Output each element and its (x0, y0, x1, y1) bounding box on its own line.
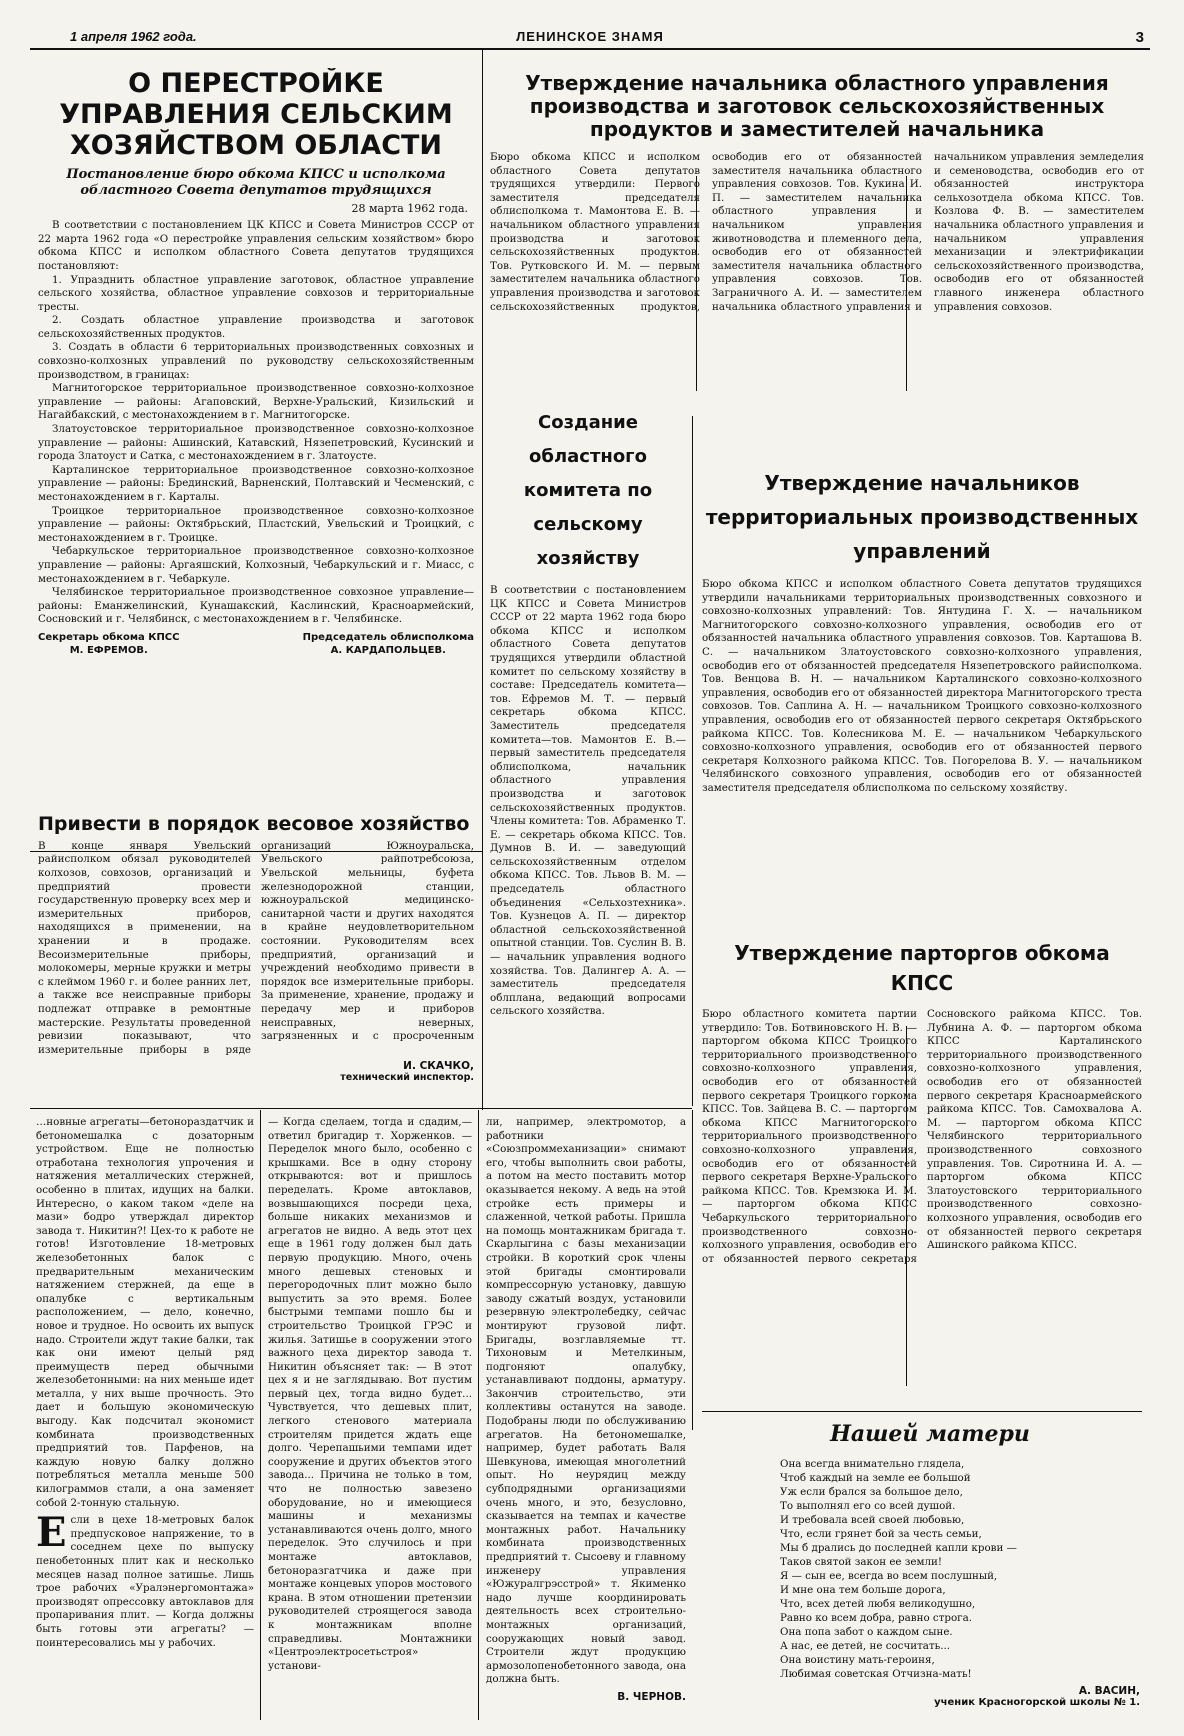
poem-line: Чтоб каждый на земле ее большой (780, 1472, 971, 1484)
article-factory-col1 (36, 1116, 254, 1716)
signer-role: Секретарь обкома КПСС (38, 631, 180, 643)
paragraph: сли в цехе 18-метровых балок предпусковое напряжение, то в соседнем цехе по выпуску пенобетонных плит как и несколько месяцев назад полное затишье. Лишь трое рабочих «Уралэнергомонтажа» производят опрессовку автоклавов для пропаривания плит. — Когда должны быть готовы эти агрегаты? — поинтересовались мы у рабочих. (36, 1514, 254, 1649)
article-weights (38, 814, 474, 1104)
paragraph: 2. Создать областное управление производства и заготовок сельскохозяйственных продуктов. (38, 314, 474, 340)
article-partorgs (702, 938, 1142, 1408)
article-title: Привести в порядок весовое хозяйство (38, 814, 470, 835)
poem-line: Таков святой закон ее земли! (780, 1556, 943, 1568)
article-body: — Когда сделаем, тогда и сдадим,—ответил бригадир т. Хорженков. — Переделок много было, особенно с крышками. Все в одну сторону открываются: вот и пришлось переделать. Кроме автоклавов, возвышающихся посреди цеха, больше никаких механизмов и агрегатов не видно. А ведь этот цех еще в 1961 году должен был дать первую продукцию. Много, очень много дешевых стеновых и перегородочных плит можно было выпустить за это время. Более быстрыми темпами пошло бы и строительство Троицкой ГРЭС и жилья. Затишье в сооружении этого важного цеха директор завода т. Никитин объясняет так: — В этот цех я и не заглядываю. Вот пустим первый цех, тогда видно будет... Чувствуется, что дешевых плит, легкого стенового материала строителям придется ждать еще долго. Черепашьими темпами идет сооружение и других объектов этого завода... Причина не только в том, что не полностью завезено оборудование, но и имеющиеся машины и механизмы устанавливаются очень долго, много переделок. Это случилось и при монтаже автоклавов, бетоноразгатчика и даже при монтаже концевых упоров мостового крана. В этом отношении претензии руководителей строящегося завода к монтажникам вполне справедливы. Монтажники «Центроэлектросетьстроя» установи- (268, 1116, 472, 1672)
signature-right (303, 631, 474, 657)
paragraph: Троицкое территориальное производственное совхозно-колхозное управление — районы: Октябрьский, Пластский, Увельский и Троицкий, с местонахождением в г. Троицке. (38, 504, 474, 544)
poem-line: То выполнял его со всей душой. (780, 1500, 956, 1512)
column-rule (692, 416, 693, 1106)
newspaper-name: ЛЕНИНСКОЕ ЗНАМЯ (516, 29, 664, 44)
section-rule (30, 1108, 692, 1109)
paragraph: В соответствии с постановлением ЦК КПСС и Совета Министров СССР от 22 марта 1962 года «О перестройке управления сельским хозяйством» бюро обкома КПСС и исполком областного Совета депутатов трудящихся постановляют: (38, 219, 474, 272)
article-title: О ПЕРЕСТРОЙКЕ УПРАВЛЕНИЯ СЕЛЬСКИМ ХОЗЯЙСТВОМ ОБЛАСТИ (59, 68, 453, 162)
poem-line: И требовала всей своей любовью, (780, 1514, 965, 1526)
paragraph: 3. Создать в области 6 территориальных производственных совхозных и совхозно-колхозных управлений по руководству сельскохозяйственным производством, в границах: (38, 341, 474, 381)
poem-line: Мы б дрались до последней капли крови — (780, 1542, 1017, 1554)
article-committee (490, 406, 686, 1106)
article-body: Бюро обкома КПСС и исполком областного Совета депутатов трудящихся утвердили начальниками территориальных производственных совхозного и совхозно-колхозных управлений: Тов. Янтудина Г. Х. — начальником Магнитогорского совхозно-колхозного управления, освободив его от обязанностей начальника областного управления совхозов. Тов. Карташова В. С. — начальником Златоустовского совхозно-колхозного управления, освободив его от обязанностей председателя Нязепетровского райисполкома. Тов. Венцова В. Н. — начальником Карталинского совхозно-колхозного управления, освободив его от обязанностей директора Магнитогорского треста совхозов. Тов. Саплина А. Н. — начальником Троицкого совхозно-колхозного управления, освободив его от обязанностей первого секретаря Октябрьского райкома КПСС. Тов. Колесникова М. Е. — начальником Чебаркульского совхозно-колхозного управления, освободив его от обязанностей первого секретаря Колхозного райкома КПСС. Тов. Погорелова В. У. — начальником Челябинского совхозного управления, освободив его от обязанностей заместителя председателя облисполкома по сельскому хозяйству. (702, 578, 1142, 794)
poem-author-role: ученик Красногорской школы № 1. (934, 1697, 1140, 1708)
poem-line: Я — сын ее, всегда во всем послушный, (780, 1570, 998, 1582)
article-title: Утверждение начальников территориальных производственных управлений (705, 471, 1139, 563)
paragraph: Златоустовское территориальное производственное совхозно-колхозное управление — районы: Ашинский, Катавский, Нязепетровский, Кусинский и города Златоуст и Сатка, с местонахождением в г. Златоусте. (38, 423, 474, 463)
poem-line: А нас, ее детей, не сосчитать... (780, 1640, 951, 1652)
article-title: Утверждение парторгов обкома КПСС (734, 941, 1110, 995)
author-name: В. ЧЕРНОВ. (617, 1691, 686, 1703)
drop-cap: Е (36, 1509, 67, 1557)
article-factory-col2 (268, 1116, 472, 1716)
issue-date: 1 апреля 1962 года. (70, 29, 197, 44)
article-body-cont (36, 1509, 254, 1650)
article-subtitle: Постановление бюро обкома КПСС и исполкома областного Совета депутатов трудящихся (66, 167, 446, 199)
article-body: ли, например, электромотор, а работники «Союзпроммеханизации» снимают его, чтобы выполнить свои работы, а потом на место поставить мотор оказывается некому. А ведь на этой стройке есть примеры и слаженной, четкой работы. Пришла на помощь монтажникам бригада т. Скарлыгина с базы механизации стройки. В короткий срок члены этой бригады смонтировали компрессорную установку, давшую заводу сжатый воздух, установили резервную электролебедку, сейчас монтируют грузовой лифт. Бригады, возглавляемые тт. Тихоновым и Метелкиным, подгоняют опалубку, устанавливают поддоны, арматуру. Закончив строительство, эти коллективы останутся на заводе. Подобраны люди по обслуживанию агрегатов. На бетономешалке, например, будет работать Валя Шевкунова, имеющая многолетний опыт. Но неурядиц между субподрядными организациями очень много, и это, безусловно, сказывается на темпах и качестве монтажных работ. Начальнику комбината производственных предприятий т. Сысоеву и главному инженеру управления «Южуралгрэсстрой» т. Якименко надо лучше координировать деятельность всех строительно-монтажных организаций, сооружающих новый завод. Строители ждут продукцию армозолопенобетонного завода, она должна быть. (486, 1116, 686, 1686)
poem-line: Равно ко всем добра, равно строга. (780, 1612, 972, 1624)
column-rule (260, 1110, 261, 1720)
resolution-date: 28 марта 1962 года. (351, 202, 468, 216)
paragraph: Карталинское территориальное производственное совхозно-колхозное управление — районы: Брединский, Варненский, Полтавский и Чесменский, с местонахождением в г. Карталы. (38, 463, 474, 504)
article-body: Бюро обкома КПСС и исполком областного Совета депутатов трудящихся утвердили: Первого заместителя председателя облисполкома т. Мамонтова Е. В. — начальником областного управления производства и заготовок сельскохозяйственных продуктов. Тов. Рутковского И. М. — первым заместителем начальника областного управления производства и заготовок сельскохозяйственных продуктов, освободив его от обязанностей заместителя начальника областного управления совхозов. Тов. Кукина И. П. — заместителем начальника областного управления и начальником управления животноводства и племенного дела, освободив его от обязанностей заместителя начальника областного управления совхозов. Тов. Заграничного А. И. — заместителем начальника областного управления и начальником управления земледелия и семеноводства, освободив его от обязанностей инструктора сельхозотдела обкома КПСС. Тов. Козлова Ф. В. — заместителем начальника областного управления и начальником управления механизации и электрификации сельскохозяйственного производства, освободив его от обязанностей главного инженера областного управления совхозов. (490, 151, 1144, 313)
poem-body (720, 1457, 1140, 1681)
article-reorganization (38, 68, 474, 808)
page-number: 3 (1135, 29, 1144, 46)
article-body: В конце января Увельский райисполком обязал руководителей колхозов, совхозов, организаций и предприятий провести государственную проверку всех мер и измерительных приборов, находящихся в применении, на хранении и в продаже. Весоизмерительные приборы, молокомеры, мерные кружки и метры с клеймом 1960 г. и более ранних лет, а также все неисправные приборы подлежат отправке в ремонтные мастерские. Результаты проведенной ревизии показывают, что измерительные приборы в ряде организаций Южноуральска, Увельского райпотребсоюза, Увельской мельницы, буфета железнодорожной станции, южноуральской медицинско-санитарной части и других находятся в крайне неудовлетворительном состоянии. Руководителям всех предприятий, организаций и учреждений необходимо привести в порядок все измерительные приборы. За применение, хранение, продажу и передачу мер и приборов неисправных, неверных, загрязненных и с просроченным (38, 839, 474, 1056)
column-rule (482, 50, 483, 1110)
paragraph: Челябинское территориальное производственное совхозное управление—районы: Еманжелинский, Кунашакский, Каслинский, Красноармейский, Сосновский и г. Челябинск, с местонахождением в г. Челябинске. (38, 586, 474, 626)
poem (720, 1421, 1140, 1721)
poem-author: А. ВАСИН, (1078, 1685, 1140, 1697)
column-rule (692, 1110, 693, 1430)
signer-name: А. КАРДАПОЛЬЦЕВ. (330, 644, 446, 656)
signer-name: М. ЕФРЕМОВ. (69, 644, 148, 656)
paragraph: Чебаркульское территориальное производственное совхозно-колхозное управление — районы: Аргаяшский, Колхозный, Чебаркульский и г. Миасс, с местонахождением в г. Чебаркуле. (38, 545, 474, 585)
article-title: Создание областного комитета по сельскому хозяйству (523, 412, 653, 569)
poem-line: Что, всех детей любя великодушно, (780, 1598, 976, 1610)
article-title: Утверждение начальника областного управления производства и заготовок сельскохозяйственных продуктов и заместителей начальника (525, 72, 1109, 141)
signature-left (38, 631, 180, 657)
newspaper-page (30, 26, 1150, 1726)
section-rule (702, 1411, 1142, 1412)
article-body: Бюро областного комитета партии утвердило: Тов. Ботвиновского Н. В. — парторгом обкома КПСС Троицкого территориального производственного совхозно-колхозного управления, освободив его от обязанностей первого секретаря Троицкого горкома КПСС. Тов. Зайцева В. С. — парторгом обкома КПСС Магнитогорского территориального производственного совхозно-колхозного управления, освободив его от обязанностей первого секретаря Верхне-Уральского райкома КПСС. Тов. Кремзюка И. М. — парторгом обкома КПСС Чебаркульского территориального производственного совхозно-колхозного управления, освободив его от обязанностей первого секретаря Сосновского райкома КПСС. Тов. Лубнина А. Ф. — парторгом обкома КПСС Карталинского территориального производственного совхозно-колхозного управления, освободив его от обязанностей первого секретаря Красноармейского райкома КПСС. Тов. Самохвалова А. М. — парторгом обкома КПСС Челябинского территориального производственного совхозного управления. Тов. Сиротнина И. А. — парторгом обкома КПСС Златоустовского территориального производственного совхозно-колхозного управления, освободив его от обязанностей первого секретаря Ашинского райкома КПСС. (702, 1008, 1142, 1265)
paragraph: 1. Упразднить областное управление заготовок, областное управление сельского хозяйства, областное управление совхозов и территориальные тресты. (38, 273, 474, 313)
article-territorial-heads (702, 466, 1142, 936)
article-head-approval (490, 72, 1144, 402)
author-name: И. СКАЧКО, (403, 1059, 474, 1072)
article-body: …новные агрегаты—бетонораздатчик и бетономешалка с дозаторным устройством. Еще не полностью отработана технология упрочения и натяжения металлических стержней, особенно в плитах, идущих на балки. Интересно, о каком таком «деле на мази» бодро утверждал директор завода т. Никитин?! Цех-то к работе не готов! Изготовление 18-метровых железобетонных балок с предварительным механическим натяжением стержней, да еще в опалубке с вертикальным расположением, — дело, конечно, новое и трудное. Но освоить их выпуск надо. Строители ждут такие балки, так как они имеют целый ряд преимуществ перед обычными железобетонными: на них меньше идет металла, у них выше прочность. Это дает и большую экономическую выгоду. Как подсчитал экономист комбината производственных предприятий тов. Парфенов, на каждую новую балку должно потребляться металла меньше 500 килограммов стали, а она заменяет собой 2-тонную стальную. (36, 1116, 254, 1509)
article-body: В соответствии с постановлением ЦК КПСС и Совета Министров СССР от 22 марта 1962 года бюро обкома КПСС и исполком областного Совета депутатов трудящихся утвердили областной комитет по сельскому хозяйству в составе: Председатель комитета—тов. Ефремов М. Т. — первый секретарь обкома КПСС. Заместитель председателя комитета—тов. Мамонтов Е. В.—первый заместитель председателя облисполкома, начальник областного управления производства и заготовок сельскохозяйственных продуктов. Члены комитета: Тов. Абраменко Т. Е. — секретарь обкома КПСС. Тов. Думнов В. И. — заведующий сельскохозяйственным отделом обкома КПСС. Тов. Львов В. М. — председатель областного объединения «Сельхозтехника». Тов. Кузнецов А. П. — директор областной сельскохозяйственной опытной станции. Тов. Суслин В. В. — начальник управления водного хозяйства. Тов. Далингер А. А. — заместитель председателя облплана, ведающий вопросами сельского хозяйства. (490, 584, 686, 1018)
signer-role: Председатель облисполкома (302, 631, 474, 643)
paragraph: Магнитогорское территориальное производственное совхозно-колхозное управление — районы: Агаповский, Верхне-Уральский, Кизильский и Нагайбакский, с местонахождением в г. Магнитогорске. (38, 382, 474, 422)
poem-line: Она всегда внимательно глядела, (780, 1458, 965, 1470)
poem-line: Любимая советская Отчизна-мать! (780, 1668, 972, 1680)
article-factory-col3 (486, 1116, 686, 1716)
page-header (30, 26, 1150, 50)
author-role: технический инспектор. (340, 1071, 474, 1083)
article-body (38, 219, 474, 627)
signatures (38, 631, 474, 657)
poem-line: Что, если грянет бой за честь семьи, (780, 1528, 982, 1540)
column-rule (478, 1110, 479, 1720)
poem-line: Она воистину мать-героиня, (780, 1654, 935, 1666)
poem-line: Она попа забот о каждом сыне. (780, 1626, 953, 1638)
poem-line: Уж если брался за большое дело, (780, 1486, 963, 1498)
poem-line: И мне она тем больше дорога, (780, 1584, 946, 1596)
poem-title: Нашей матери (830, 1421, 1030, 1447)
